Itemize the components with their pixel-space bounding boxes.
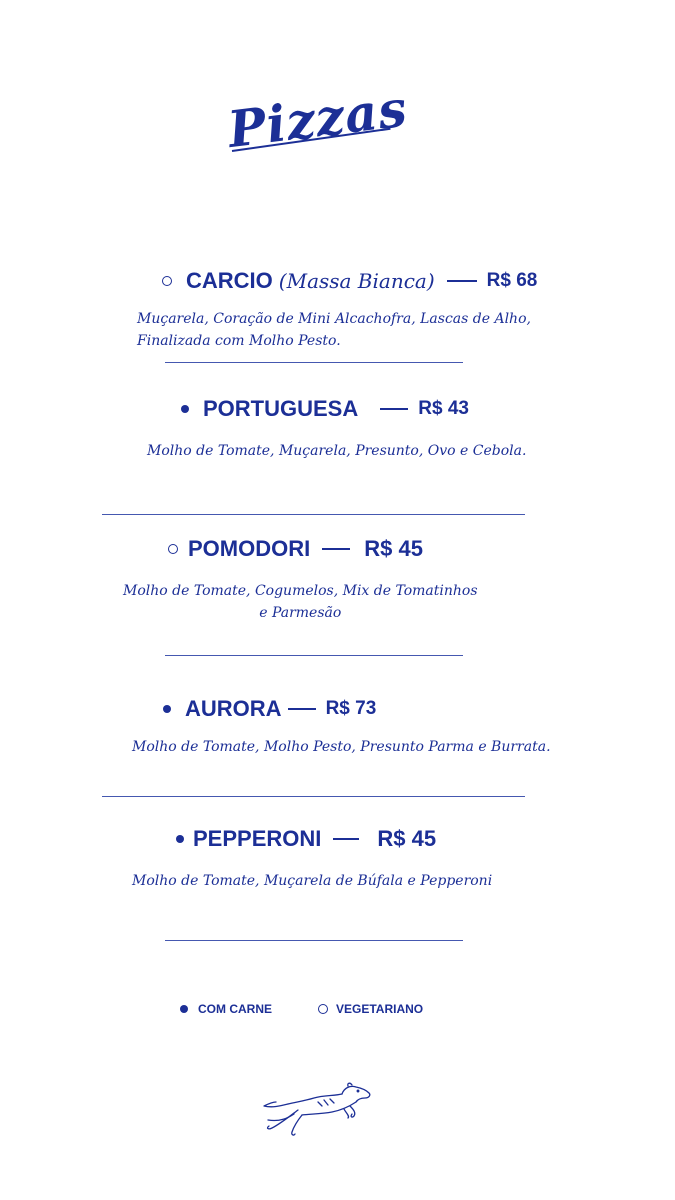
item-name: POMODORI xyxy=(188,536,311,561)
description-line: Molho de Tomate, Muçarela, Presunto, Ovo e Cebola. xyxy=(147,443,527,459)
meat-marker-icon xyxy=(163,705,171,713)
item-price: R$ 45 xyxy=(377,826,437,851)
price-dash xyxy=(288,708,316,710)
menu-item-portuguesa xyxy=(181,396,469,422)
legend-veg-label: VEGETARIANO xyxy=(336,1002,424,1016)
item-price: R$ 68 xyxy=(486,270,538,291)
description-line: Molho de Tomate, Cogumelos, Mix de Tomatinhos xyxy=(123,583,478,599)
item-description xyxy=(132,870,492,892)
meat-marker-icon xyxy=(181,405,189,413)
description-line: e Parmesão xyxy=(259,605,342,621)
item-description xyxy=(132,736,551,758)
item-name: AURORA xyxy=(185,696,282,721)
divider xyxy=(102,796,525,797)
item-name: PEPPERONI xyxy=(193,826,322,851)
page-title: Pizzas xyxy=(224,78,411,159)
price-dash xyxy=(333,838,359,840)
description-line: Muçarela, Coração de Mini Alcachofra, Lascas de Alho, xyxy=(137,311,531,327)
item-description xyxy=(147,440,526,462)
vegetarian-marker-icon xyxy=(168,544,178,554)
menu-item-aurora xyxy=(163,696,376,722)
item-price: R$ 45 xyxy=(364,536,423,561)
item-description xyxy=(137,308,531,352)
divider xyxy=(165,940,463,941)
menu-item-pomodori xyxy=(168,536,423,562)
description-line: Finalizada com Molho Pesto. xyxy=(137,333,341,349)
vegetarian-marker-icon xyxy=(162,276,172,286)
menu-item-pepperoni xyxy=(176,826,436,852)
item-description xyxy=(123,580,478,624)
meat-marker-icon xyxy=(176,835,184,843)
item-price: R$ 73 xyxy=(325,698,377,719)
price-dash xyxy=(447,280,477,282)
description-line: Molho de Tomate, Molho Pesto, Presunto Parma e Burrata. xyxy=(132,739,551,755)
item-name: PORTUGUESA xyxy=(203,396,359,421)
divider xyxy=(165,655,463,656)
legend-meat-label: COM CARNE xyxy=(198,1002,272,1016)
menu-item-carcio xyxy=(162,268,537,294)
item-subtitle: (Massa Bianca) xyxy=(278,269,435,293)
price-dash xyxy=(380,408,408,410)
description-line: Molho de Tomate, Muçarela de Búfala e Pepperoni xyxy=(132,873,493,889)
divider xyxy=(165,362,463,363)
divider xyxy=(102,514,525,515)
item-price: R$ 43 xyxy=(418,398,469,419)
price-dash xyxy=(322,548,350,550)
legend xyxy=(180,1002,423,1016)
vegetarian-marker-icon xyxy=(318,1004,328,1014)
dog-icon xyxy=(258,1080,380,1142)
item-name: CARCIO xyxy=(186,268,273,293)
meat-marker-icon xyxy=(180,1005,188,1013)
